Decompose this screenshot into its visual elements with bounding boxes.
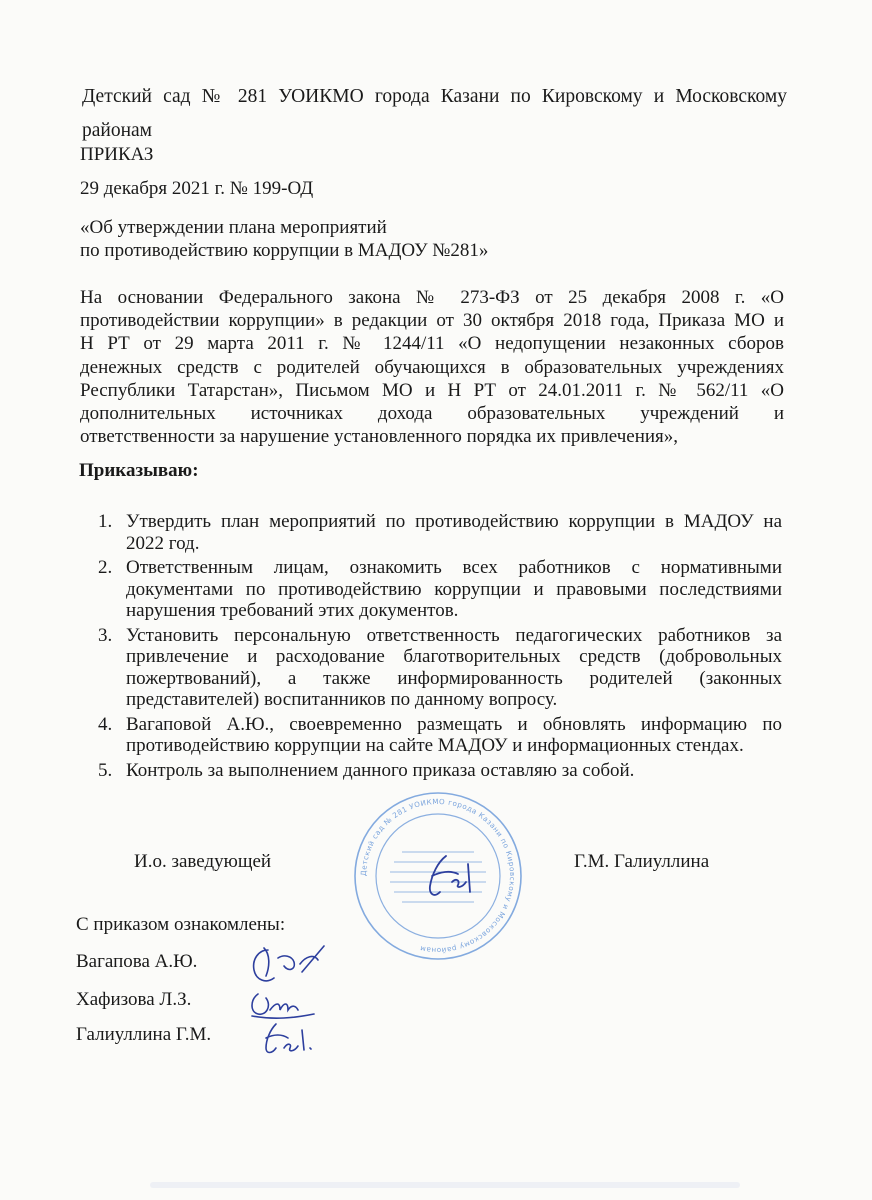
legal-basis-paragraph <box>80 286 784 448</box>
signatory-name: Г.М. Галиуллина <box>574 851 710 872</box>
signature-3-icon <box>258 1020 318 1058</box>
basis-line: Республики Татарстан», Письмом МО и Н РТ от 24.01.2011 г. № 562/11 «О <box>80 379 784 401</box>
scan-artifact <box>150 1182 740 1188</box>
basis-line: денежных средств с родителей обучающихся в образовательных учреждениях <box>80 356 784 378</box>
order-item <box>88 714 782 757</box>
item-number: 5. <box>98 759 113 781</box>
organization-header <box>82 80 787 148</box>
signatory-role: И.о. заведующей <box>134 851 272 872</box>
organization-line-1: Детский сад № 281 УОИКМО города Казани по Кировскому и Московскому <box>82 86 787 107</box>
order-item <box>88 557 782 622</box>
subject-line-1: «Об утверждении плана мероприятий <box>80 217 387 238</box>
subject-line-2: по противодействию коррупции в МАДОУ №281» <box>80 240 489 261</box>
item-text: Утвердить план мероприятий по противодействию коррупции в МАДОУ на 2022 год. <box>126 511 782 554</box>
document-type: ПРИКАЗ <box>80 144 154 165</box>
order-item <box>88 760 782 782</box>
item-text: Ответственным лицам, ознакомить всех работников с нормативными документами по противодействию коррупции и правовыми последствиями нарушения требований этих документов. <box>126 557 782 621</box>
item-number: 2. <box>98 557 113 578</box>
order-items-list <box>88 511 782 784</box>
basis-line: дополнительных источниках дохода образовательных учреждений и <box>80 403 784 425</box>
stamp-ring-text: Детский сад № 281 УОИКМО города Казани по Кировскому и Московскому районам <box>358 796 518 956</box>
item-number: 3. <box>98 624 113 646</box>
item-text: Установить персональную ответственность педагогических работников за привлечение и расходование благотворительных средств (добровольных пожертвований), а также информированность родителей (законных представителей) воспитанников по данному вопросу. <box>126 624 782 710</box>
item-text: Вагаповой А.Ю., своевременно размещать и обновлять информацию по противодействию коррупции на сайте МАДОУ и информационных стендах. <box>126 713 782 756</box>
basis-line: Н РТ от 29 марта 2011 г. № 1244/11 «О недопущении незаконных сборов <box>80 333 784 355</box>
acknowledged-name: Вагапова А.Ю. <box>76 951 198 972</box>
date-and-number: 29 декабря 2021 г. № 199-ОД <box>80 178 314 199</box>
acknowledged-name: Хафизова Л.З. <box>76 989 192 1010</box>
item-text: Контроль за выполнением данного приказа оставляю за собой. <box>126 759 635 781</box>
director-signature-icon <box>418 852 478 902</box>
basis-line: ответственности за нарушение установленного порядка их привлечения», <box>80 426 679 448</box>
basis-line: На основании Федерального закона № 273-ФЗ от 25 декабря 2008 г. «О <box>80 287 784 308</box>
acknowledgement-heading: С приказом ознакомлены: <box>76 914 286 935</box>
item-number: 4. <box>98 713 113 735</box>
organization-line-2: районам <box>82 120 153 141</box>
item-number: 1. <box>98 511 113 532</box>
signature-2-icon <box>244 988 324 1022</box>
order-subject <box>80 216 488 262</box>
acknowledged-name: Галиуллина Г.М. <box>76 1024 212 1045</box>
order-item <box>88 625 782 711</box>
signature-1-icon <box>244 944 330 990</box>
order-item <box>88 511 782 554</box>
order-word: Приказываю: <box>79 460 199 481</box>
basis-line: противодействии коррупции» в редакции от 30 октября 2018 года, Приказа МО и <box>80 310 784 332</box>
